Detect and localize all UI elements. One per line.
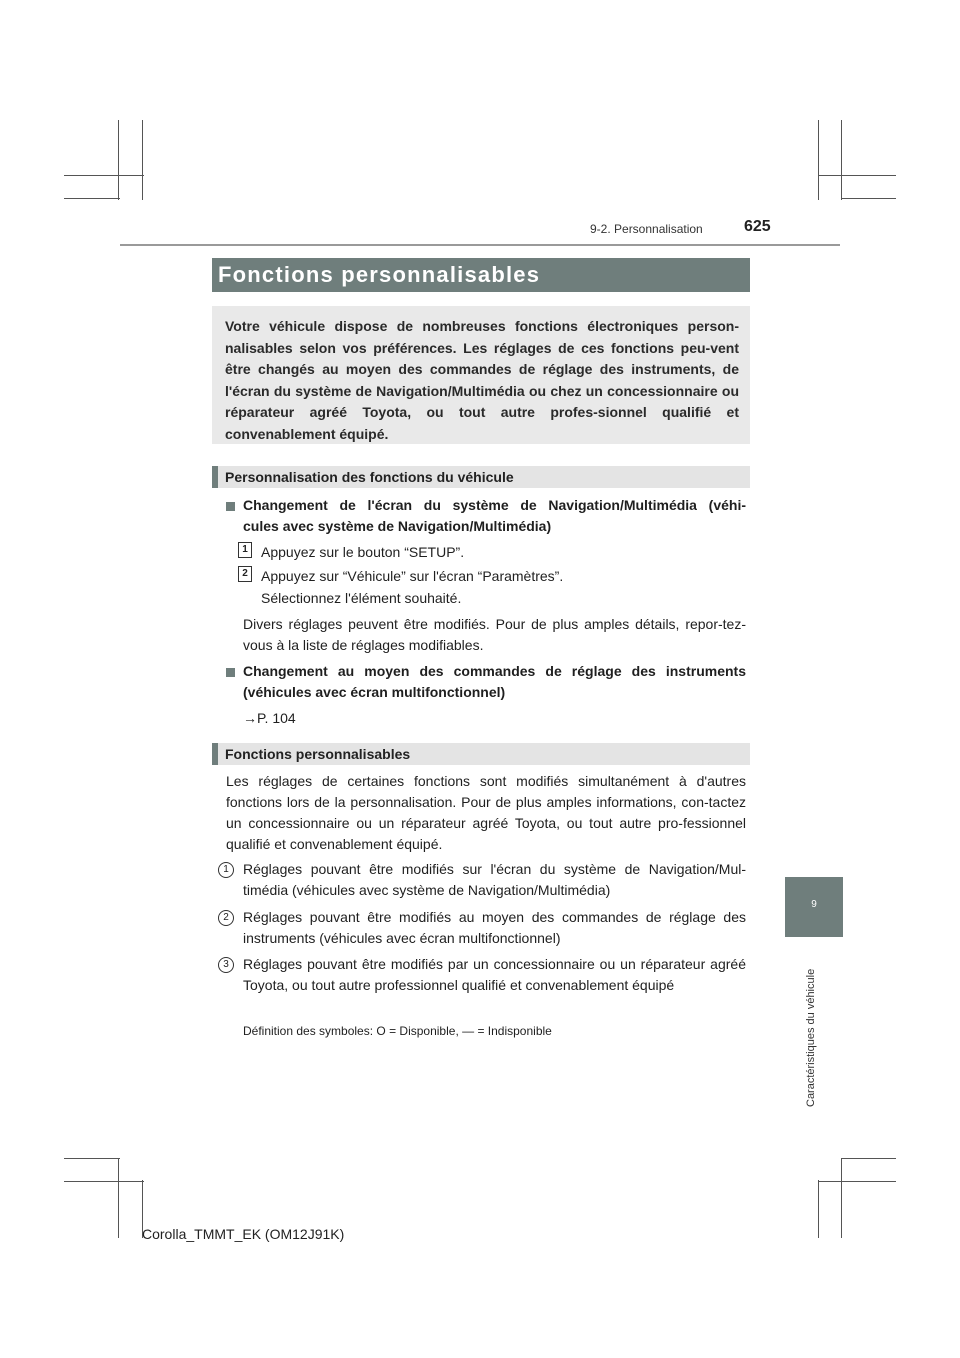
page-title-bar (212, 258, 750, 292)
item1-note: Divers réglages peuvent être modifiés. Pour de plus amples détails, repor-tez-vous à la liste de réglages modifiables. (243, 616, 746, 653)
circled-number-icon: 1 (218, 862, 234, 878)
chapter-label (801, 945, 819, 1115)
page-reference-link[interactable]: →P. 104 (243, 710, 296, 726)
section2-paragraph: Les réglages de certaines fonctions sont modifiés simultanément à d'autres fonctions lors de la personnalisation. Pour de plus amples informations, con-tactez un concessionnaire ou un réparateur agréé Toyota, ou tout autre pro-fessionnel qualifié et convenablement équipé. (226, 773, 746, 852)
bullet-square-icon (226, 668, 235, 677)
step2-text-line2: Sélectionnez l'élément souhaité. (261, 590, 462, 606)
footer-model-code: Corolla_TMMT_EK (OM12J91K) (142, 1226, 345, 1242)
crop-mark (818, 175, 896, 176)
section-heading-personnalisation (212, 466, 750, 488)
section-heading-text: Fonctions personnalisables (225, 746, 411, 762)
list-item: Réglages pouvant être modifiés au moyen des commandes de réglage des instruments (véhicules avec écran multifonctionnel) (243, 909, 746, 946)
item2-title-line1: Changement au moyen des commandes de réglage des instruments (243, 663, 746, 679)
section-heading-bar (212, 466, 218, 488)
bullet-square-icon (226, 502, 235, 511)
page-number: 625 (744, 218, 771, 235)
item2-title-line2: (véhicules avec écran multifonctionnel) (243, 684, 506, 700)
step1-text: Appuyez sur le bouton “SETUP”. (261, 544, 465, 560)
chapter-label-text: Caractéristiques du véhicule (805, 968, 817, 1107)
crop-mark (118, 120, 119, 200)
step2-text-line1: Appuyez sur “Véhicule” sur l'écran “Paramètres”. (261, 568, 564, 584)
chapter-number: 9 (811, 899, 817, 910)
list-item: Réglages pouvant être modifiés sur l'écran du système de Navigation/Mul-timédia (véhicules avec système de Navigation/Multimédia) (243, 861, 746, 898)
crop-mark (64, 198, 120, 199)
step-number-box: 2 (238, 566, 252, 582)
running-section-title: 9-2. Personnalisation (590, 222, 703, 236)
symbol-legend: Définition des symboles: O = Disponible, — = Indisponible (243, 1024, 552, 1038)
list-item: Réglages pouvant être modifiés par un concessionnaire ou un réparateur agréé Toyota, ou tout autre professionnel qualifié et convenablement équipé (243, 956, 746, 993)
crop-mark (64, 1158, 120, 1159)
crop-mark (818, 120, 819, 200)
crop-mark (818, 1180, 819, 1238)
crop-mark (841, 1158, 842, 1238)
item1-title-line2: cules avec système de Navigation/Multimédia) (243, 518, 552, 534)
intro-text: Votre véhicule dispose de nombreuses fonctions électroniques person-nalisables selon vos préférences. Les réglages de ces fonctions peu-vent être changés au moyen des commandes de réglage des instruments, de l'écran du système de Navigation/Multimédia ou chez un concessionnaire ou réparateur agréé Toyota, ou tout autre profes-sionnel qualifié et convenablement équipé. (225, 318, 739, 442)
header-rule (120, 244, 840, 246)
section-heading-fonctions (212, 743, 750, 765)
intro-box (212, 306, 750, 444)
step-number-box: 1 (238, 542, 252, 558)
crop-mark (118, 1158, 119, 1238)
crop-mark (64, 1181, 144, 1182)
crop-mark (841, 1158, 896, 1159)
item1-title-line1: Changement de l'écran du système de Navigation/Multimédia (véhi- (243, 497, 746, 513)
section-heading-bar (212, 743, 218, 765)
crop-mark (818, 1181, 896, 1182)
section-heading-text: Personnalisation des fonctions du véhicule (225, 469, 514, 485)
crop-mark (142, 120, 143, 200)
crop-mark (64, 175, 144, 176)
circled-number-icon: 3 (218, 957, 234, 973)
crop-mark (841, 198, 896, 199)
page-title: Fonctions personnalisables (218, 262, 541, 287)
chapter-tab[interactable] (785, 877, 843, 937)
circled-number-icon: 2 (218, 910, 234, 926)
crop-mark (841, 120, 842, 200)
